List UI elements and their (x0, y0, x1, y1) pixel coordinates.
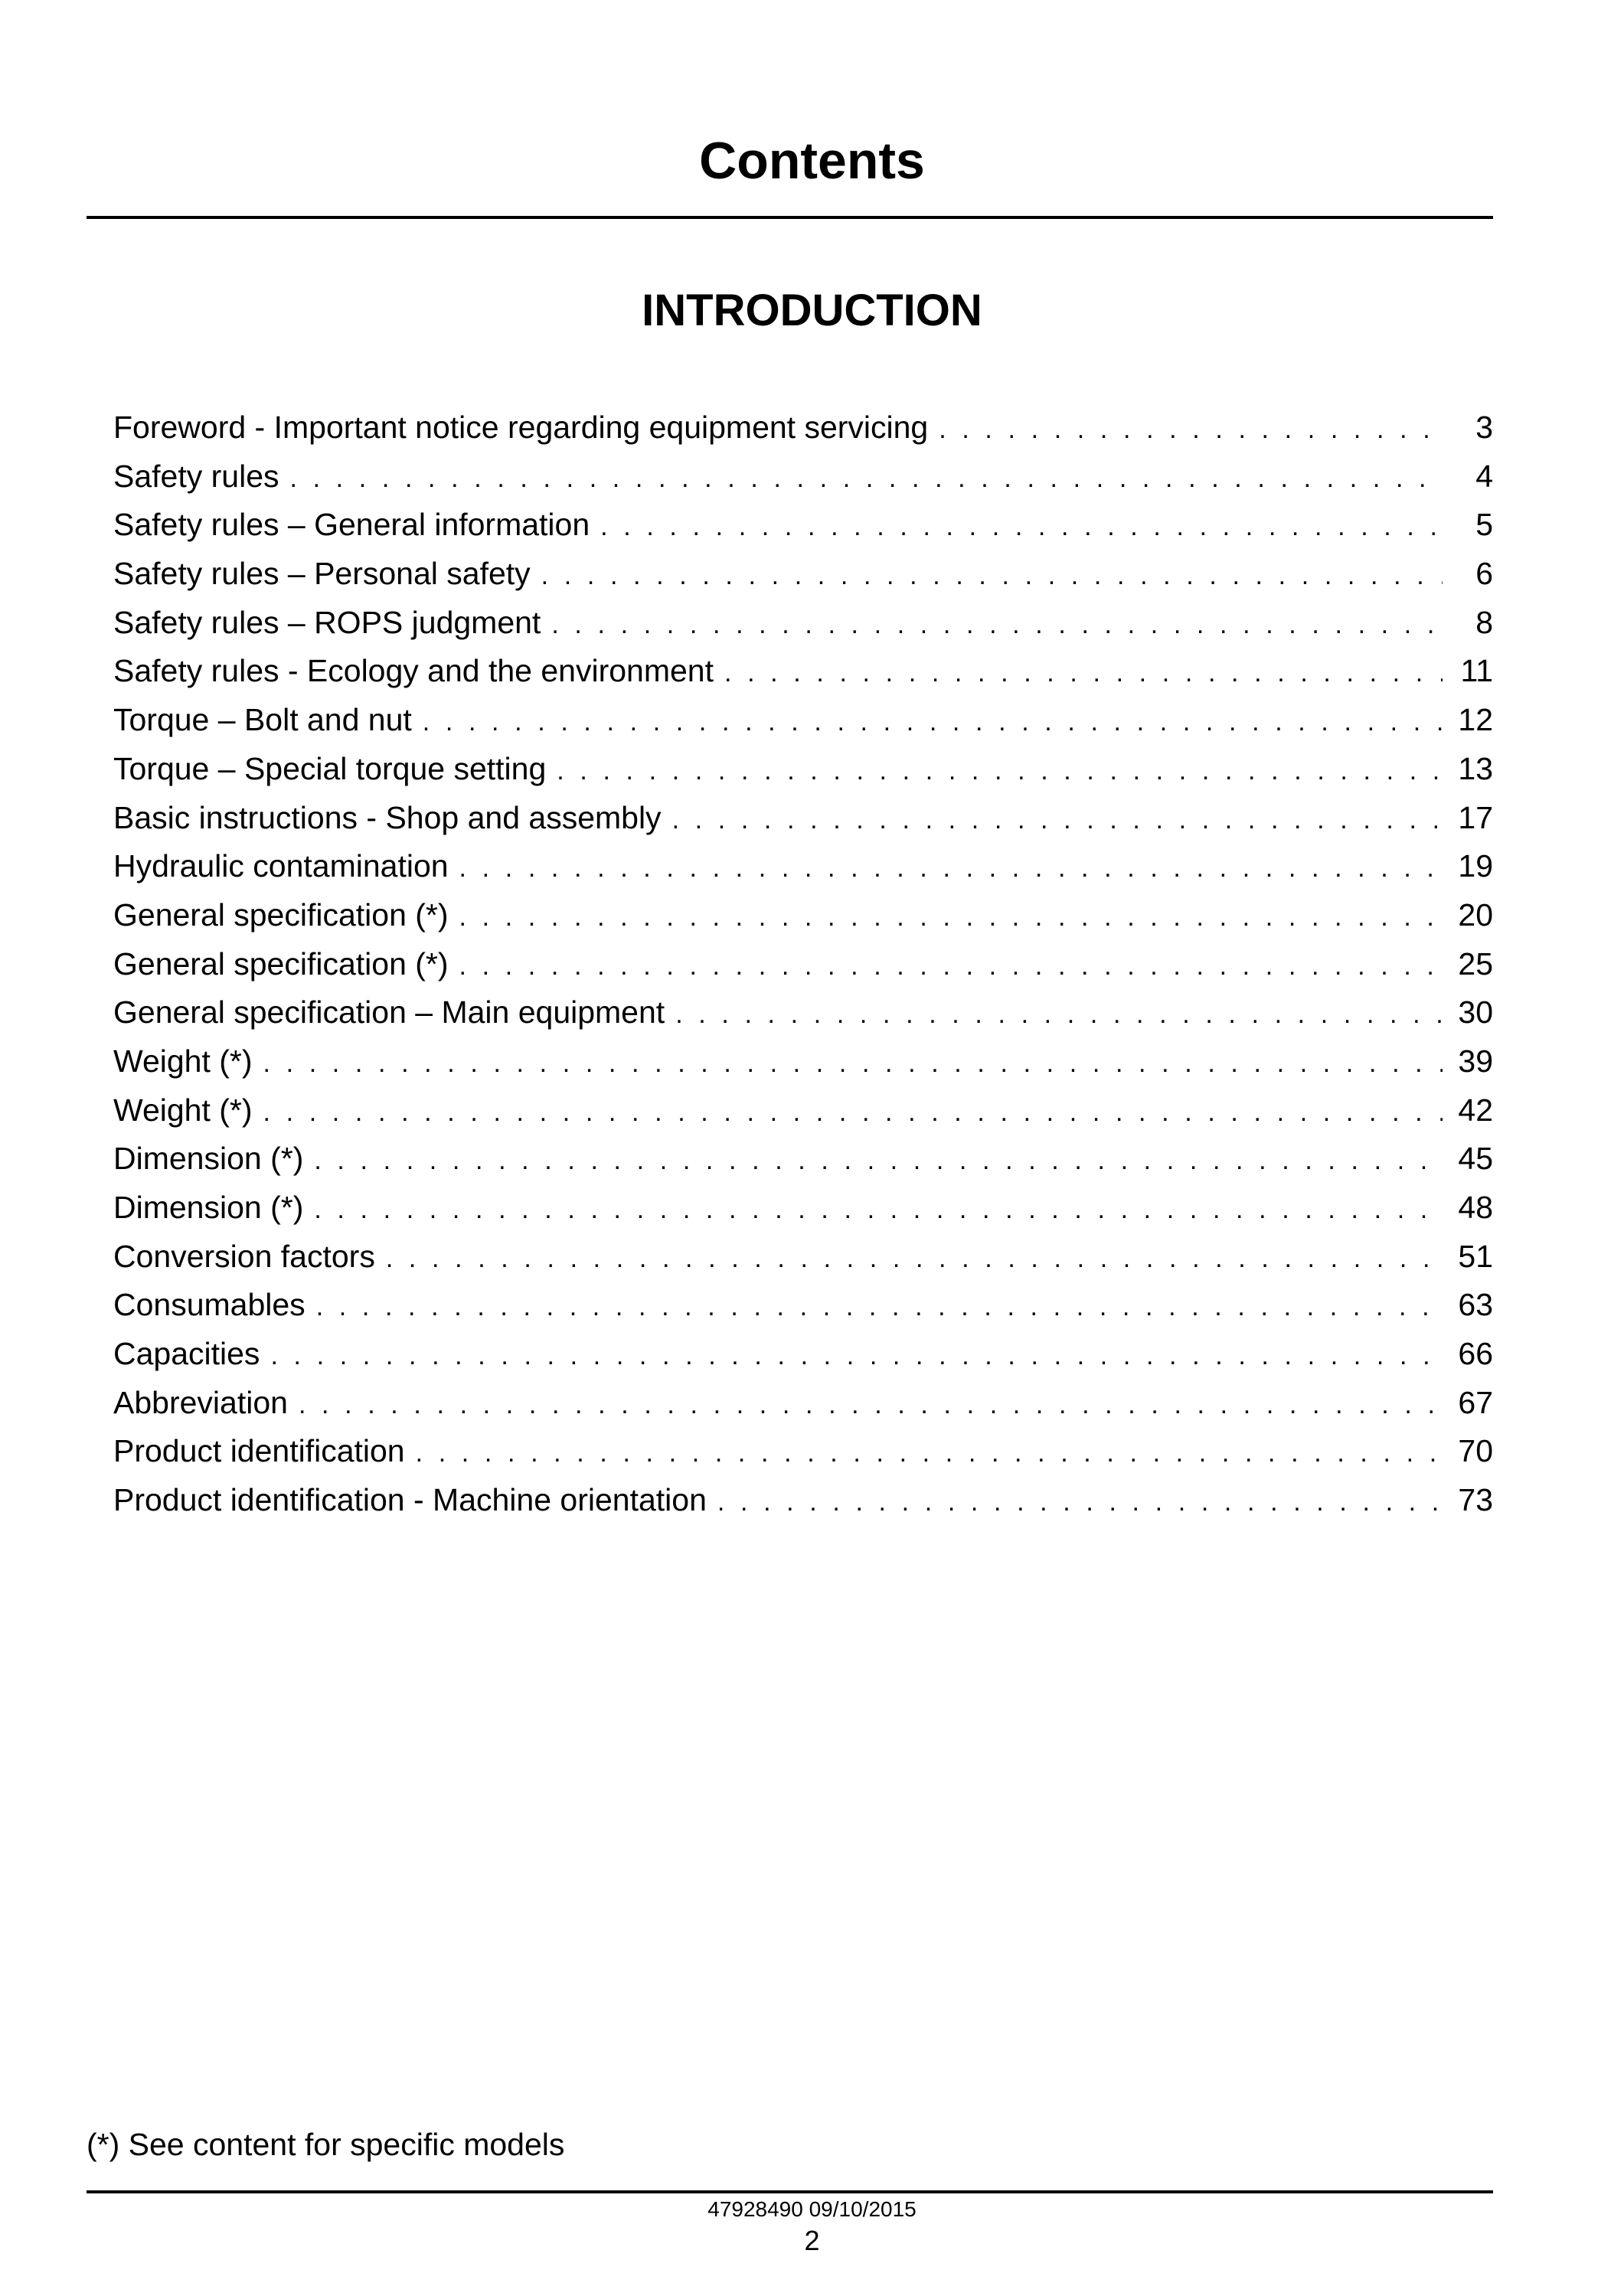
toc-dot-leader (724, 649, 1443, 697)
toc-dot-leader (263, 1040, 1443, 1088)
toc-entry-title: Safety rules – ROPS judgment (113, 604, 541, 640)
page-number: 2 (804, 2225, 820, 2256)
toc-entry-title: Weight (*) (113, 1092, 253, 1128)
toc-entry-title: Basic instructions - Shop and assembly (113, 799, 662, 835)
toc-entry[interactable] (113, 842, 1493, 891)
toc-entry[interactable] (113, 1427, 1493, 1476)
toc-entry-title: Dimension (*) (113, 1141, 304, 1177)
toc-dot-leader (717, 1478, 1443, 1527)
toc-entry-title: Product identification - Machine orientation (113, 1482, 707, 1518)
toc-dot-leader (939, 406, 1443, 454)
toc-entry-title: Safety rules – Personal safety (113, 556, 531, 592)
toc-entry-page-number: 11 (1460, 653, 1493, 689)
footnote: (*) See content for specific models (87, 2127, 565, 2162)
toc-dot-leader (600, 503, 1443, 551)
document-code: 47928490 09/10/2015 (707, 2197, 917, 2221)
toc-dot-leader (423, 698, 1443, 746)
toc-dot-leader (316, 1283, 1443, 1331)
toc-dot-leader (416, 1429, 1443, 1478)
toc-entry-page-number: 13 (1458, 750, 1493, 786)
toc-entry[interactable] (113, 794, 1493, 843)
toc-entry[interactable] (113, 599, 1493, 648)
toc-entry[interactable] (113, 1379, 1493, 1428)
toc-entry-title: Safety rules – General information (113, 507, 590, 543)
toc-entry-title: General specification (*) (113, 897, 449, 932)
footer-divider (87, 2190, 1493, 2193)
toc-entry[interactable] (113, 550, 1493, 599)
toc-entry-page-number: 51 (1458, 1238, 1493, 1274)
toc-entry-page-number: 67 (1458, 1384, 1493, 1420)
toc-entry-page-number: 70 (1458, 1433, 1493, 1469)
toc-entry[interactable] (113, 1330, 1493, 1379)
toc-dot-leader (459, 893, 1443, 942)
toc-entry-title: Dimension (*) (113, 1190, 304, 1225)
toc-entry-page-number: 42 (1458, 1092, 1493, 1128)
toc-entry[interactable] (113, 1281, 1493, 1330)
toc-entry[interactable] (113, 452, 1493, 501)
toc-entry-title: General specification – Main equipment (113, 994, 665, 1030)
toc-entry-title: Consumables (113, 1287, 306, 1323)
toc-entry-page-number: 25 (1458, 946, 1493, 981)
toc-entry-title: Product identification (113, 1433, 405, 1469)
toc-dot-leader (557, 747, 1443, 795)
toc-entry-title: General specification (*) (113, 946, 449, 981)
toc-entry-page-number: 5 (1475, 507, 1493, 543)
toc-dot-leader (459, 942, 1443, 991)
toc-dot-leader (299, 1381, 1443, 1429)
toc-entry-title: Safety rules (113, 458, 279, 494)
toc-entry-page-number: 20 (1458, 897, 1493, 932)
toc-entry-title: Foreword - Important notice regarding equipment servicing (113, 410, 929, 445)
toc-entry[interactable] (113, 1037, 1493, 1086)
toc-entry[interactable] (113, 1233, 1493, 1282)
section-title: INTRODUCTION (642, 286, 982, 335)
toc-entry[interactable] (113, 501, 1493, 550)
toc-entry-page-number: 17 (1458, 799, 1493, 835)
toc-entry-title: Conversion factors (113, 1238, 375, 1274)
toc-entry-title: Abbreviation (113, 1384, 288, 1420)
toc-entry[interactable] (113, 988, 1493, 1037)
toc-dot-leader (675, 991, 1443, 1039)
toc-entry-title: Torque – Bolt and nut (113, 702, 412, 738)
toc-entry-page-number: 6 (1475, 556, 1493, 592)
toc-entry-title: Capacities (113, 1336, 260, 1372)
toc-dot-leader (290, 455, 1443, 503)
toc-entry-page-number: 63 (1458, 1287, 1493, 1323)
toc-dot-leader (672, 796, 1443, 844)
toc-entry-page-number: 4 (1475, 458, 1493, 494)
toc-entry[interactable] (113, 1184, 1493, 1233)
toc-entry-title: Safety rules - Ecology and the environment (113, 653, 714, 689)
toc-entry-page-number: 8 (1475, 604, 1493, 640)
toc-entry-title: Weight (*) (113, 1043, 253, 1079)
page-title: Contents (699, 132, 925, 190)
toc-entry[interactable] (113, 940, 1493, 989)
toc-entry-page-number: 66 (1458, 1336, 1493, 1372)
toc-entry-page-number: 30 (1458, 994, 1493, 1030)
toc-dot-leader (263, 1089, 1443, 1137)
toc-entry-page-number: 19 (1458, 848, 1493, 884)
toc-entry-title: Hydraulic contamination (113, 848, 449, 884)
toc-dot-leader (314, 1137, 1443, 1185)
toc-entry[interactable] (113, 891, 1493, 940)
toc-dot-leader (270, 1332, 1443, 1380)
toc-entry-page-number: 39 (1458, 1043, 1493, 1079)
toc-dot-leader (551, 601, 1443, 649)
table-of-contents (113, 403, 1493, 1525)
toc-dot-leader (314, 1186, 1443, 1234)
toc-entry[interactable] (113, 403, 1493, 452)
toc-entry[interactable] (113, 1086, 1493, 1135)
toc-dot-leader (386, 1235, 1443, 1283)
toc-dot-leader (459, 844, 1443, 893)
toc-entry[interactable] (113, 745, 1493, 794)
toc-entry[interactable] (113, 1135, 1493, 1184)
toc-entry-page-number: 3 (1475, 410, 1493, 445)
toc-entry[interactable] (113, 1476, 1493, 1525)
toc-dot-leader (541, 552, 1443, 600)
toc-entry-page-number: 45 (1458, 1141, 1493, 1177)
header-divider (87, 216, 1493, 219)
toc-entry-title: Torque – Special torque setting (113, 750, 547, 786)
toc-entry[interactable] (113, 696, 1493, 745)
toc-entry[interactable] (113, 647, 1493, 696)
toc-entry-page-number: 12 (1458, 702, 1493, 738)
toc-entry-page-number: 48 (1458, 1190, 1493, 1225)
toc-entry-page-number: 73 (1458, 1482, 1493, 1518)
